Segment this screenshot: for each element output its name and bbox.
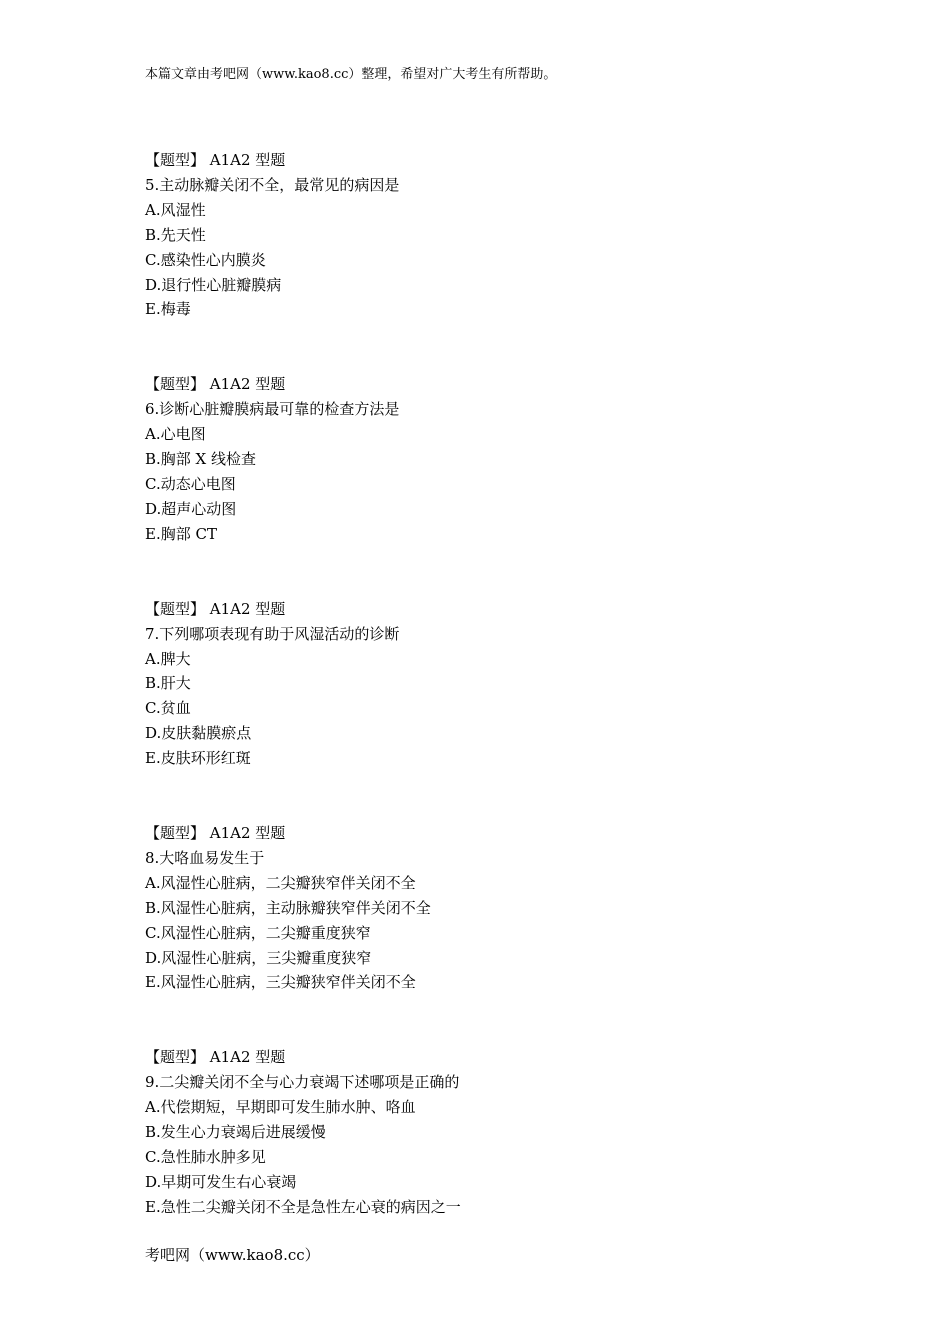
option-c: C.动态心电图 [145,474,236,493]
option-d: D.超声心动图 [145,499,237,518]
question-5 [145,148,461,322]
option-a: A.风湿性 [145,200,206,219]
question-7 [145,597,461,771]
question-type-label: 【题型】 A1A2 型题 [145,151,286,169]
option-c: C.贫血 [145,699,191,718]
option-b: B.胸部 X 线检查 [145,450,257,469]
option-c: C.感染性心内膜炎 [145,250,266,269]
option-d: D.早期可发生右心衰竭 [145,1172,297,1191]
option-a: A.脾大 [145,649,191,668]
option-e: E.风湿性心脏病，三尖瓣狭窄伴关闭不全 [145,973,416,992]
question-type-label: 【题型】 A1A2 型题 [145,824,286,843]
question-type-label: 【题型】 A1A2 型题 [145,375,286,394]
question-type-label: 【题型】 A1A2 型题 [145,599,286,618]
option-b: B.肝大 [145,674,191,693]
option-a: A.心电图 [145,425,206,444]
option-e: E.急性二尖瓣关闭不全是急性左心衰的病因之一 [145,1197,461,1216]
question-stem: 6.诊断心脏瓣膜病最可靠的检查方法是 [145,400,400,419]
question-8 [145,821,461,995]
question-stem: 7.下列哪项表现有助于风湿活动的诊断 [145,624,400,643]
question-stem: 5.主动脉瓣关闭不全，最常见的病因是 [145,175,400,194]
question-list [145,148,461,1270]
question-stem: 9.二尖瓣关闭不全与心力衰竭下述哪项是正确的 [145,1073,460,1092]
option-a: A.风湿性心脏病，二尖瓣狭窄伴关闭不全 [145,873,416,892]
question-6 [145,372,461,546]
option-e: E.胸部 CT [145,524,217,543]
page-footer: 考吧网（www.kao8.cc） [145,1246,320,1264]
option-b: B.风湿性心脏病，主动脉瓣狭窄伴关闭不全 [145,898,431,917]
option-c: C.风湿性心脏病，二尖瓣重度狭窄 [145,923,371,942]
option-e: E.梅毒 [145,300,191,319]
option-a: A.代偿期短，早期即可发生肺水肿、咯血 [145,1098,416,1117]
option-b: B.发生心力衰竭后进展缓慢 [145,1123,326,1142]
question-9 [145,1045,461,1219]
option-c: C.急性肺水肿多见 [145,1148,266,1166]
page-header-note: 本篇文章由考吧网（www.kao8.cc）整理，希望对广大考生有所帮助。 [145,67,557,82]
option-d: D.皮肤黏膜瘀点 [145,724,252,743]
question-stem: 8.大咯血易发生于 [145,848,265,867]
question-type-label: 【题型】 A1A2 型题 [145,1048,286,1067]
option-d: D.退行性心脏瓣膜病 [145,275,282,294]
option-e: E.皮肤环形红斑 [145,749,251,768]
option-b: B.先天性 [145,225,206,244]
option-d: D.风湿性心脏病，三尖瓣重度狭窄 [145,948,372,967]
